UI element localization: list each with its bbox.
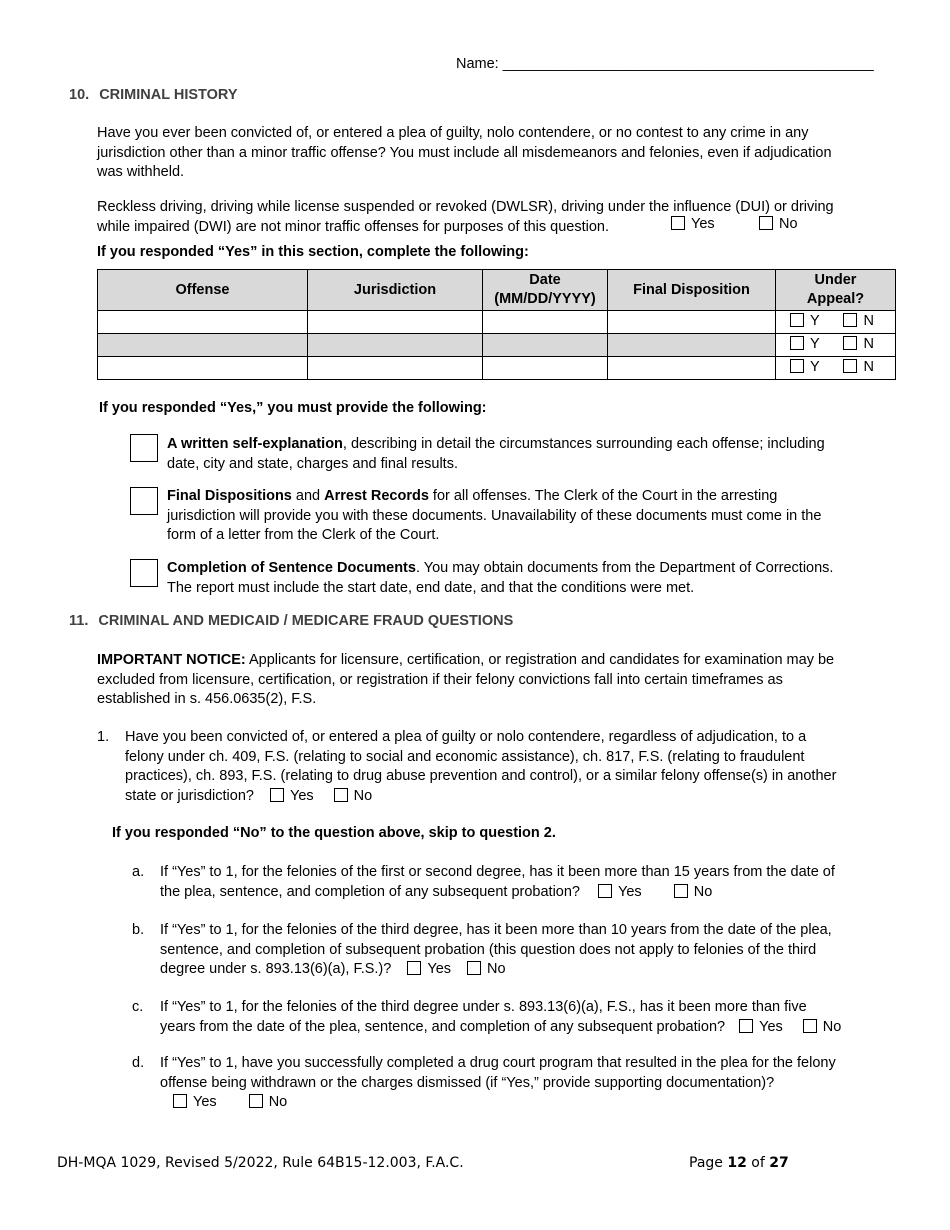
table-row bbox=[98, 334, 896, 357]
jurisdiction-cell[interactable] bbox=[308, 311, 483, 334]
criminal-history-yes-option[interactable] bbox=[671, 215, 715, 235]
question-line: Have you ever been convicted of, or entered a plea of guilty, nolo contendere, or no contest to any crime in any bbox=[97, 125, 809, 141]
qa-yes-checkbox[interactable] bbox=[598, 884, 612, 898]
appeal-n-checkbox[interactable] bbox=[843, 359, 857, 373]
yes-checkbox[interactable] bbox=[671, 216, 685, 230]
qc-no-option[interactable]: No bbox=[803, 1018, 842, 1038]
page-number: Page 12 of 27 bbox=[689, 1155, 789, 1171]
self-explanation-checkbox[interactable] bbox=[130, 434, 158, 462]
qa-yes-option[interactable]: Yes bbox=[598, 883, 642, 903]
appeal-y-checkbox[interactable] bbox=[790, 359, 804, 373]
note-line: while impaired (DWI) are not minor traffic offenses for purposes of this question. bbox=[97, 218, 610, 235]
sub-d-letter: d. bbox=[132, 1055, 145, 1071]
jurisdiction-cell[interactable] bbox=[308, 334, 483, 357]
qd-no-option[interactable]: No bbox=[249, 1093, 288, 1113]
col-under-appeal: Under Appeal? bbox=[776, 270, 896, 311]
sub-question-b: If “Yes” to 1, for the felonies of the third degree, has it been more than 10 years from the date of the plea, sentence, and completion of subsequent probation (this question does not apply to felonies of the third degree under s. 893.13(6)(a), F.S.)? Yes No bbox=[160, 921, 832, 980]
table-row bbox=[98, 357, 896, 380]
note-line: Reckless driving, driving while license suspended or revoked (DWLSR), driving under the influence (DUI) or driving bbox=[97, 199, 834, 215]
col-offense: Offense bbox=[98, 270, 308, 311]
sub-question-a: If “Yes” to 1, for the felonies of the first or second degree, has it been more than 15 years from the date of the plea, sentence, and completion of any subsequent probation? Yes No bbox=[160, 863, 835, 902]
question-1-number: 1. bbox=[97, 729, 110, 745]
section-11-heading bbox=[69, 612, 513, 632]
disposition-cell[interactable] bbox=[608, 334, 776, 357]
section-11-number: 11. bbox=[69, 613, 89, 629]
jurisdiction-cell[interactable] bbox=[308, 357, 483, 380]
qa-no-option[interactable]: No bbox=[674, 883, 713, 903]
table-header-row bbox=[98, 270, 896, 311]
criminal-history-question bbox=[97, 124, 832, 183]
date-cell[interactable] bbox=[483, 311, 608, 334]
sub-question-c: If “Yes” to 1, for the felonies of the third degree under s. 893.13(6)(a), F.S., has it been more than five years from the date of the plea, sentence, and completion of any subsequent probation? Yes No bbox=[160, 998, 841, 1037]
col-date: Date (MM/DD/YYYY) bbox=[483, 270, 608, 311]
criminal-history-no-option[interactable] bbox=[759, 215, 798, 235]
qd-yes-checkbox[interactable] bbox=[173, 1094, 187, 1108]
question-1: Have you been convicted of, or entered a plea of guilty or nolo contendere, regardless of adjudication, to a felony under ch. 409, F.S. (relating to social and economic assistance), ch. 817, F.S. (relating to fraudulent practices), ch. 893, F.S. (relating to drug abuse prevention and control), or a similar felony offense(s) in another state or jurisdiction? Yes No bbox=[125, 728, 836, 806]
offense-cell[interactable] bbox=[98, 334, 308, 357]
no-label: No bbox=[779, 216, 798, 232]
yes-label: Yes bbox=[691, 216, 715, 232]
name-field[interactable] bbox=[456, 55, 874, 75]
disposition-cell[interactable] bbox=[608, 311, 776, 334]
date-cell[interactable] bbox=[483, 357, 608, 380]
appeal-cell: Y N bbox=[776, 311, 896, 334]
sub-question-d: If “Yes” to 1, have you successfully completed a drug court program that resulted in the plea for the felony offense being withdrawn or the charges dismissed (if “Yes,” provide supporting documentation)? Yes No bbox=[160, 1054, 836, 1113]
table-row bbox=[98, 311, 896, 334]
qc-yes-checkbox[interactable] bbox=[739, 1019, 753, 1033]
section-10-heading bbox=[69, 86, 238, 106]
q1-yes-checkbox[interactable] bbox=[270, 788, 284, 802]
section-10-number: 10. bbox=[69, 87, 90, 103]
final-dispositions-checkbox[interactable] bbox=[130, 487, 158, 515]
question-line: jurisdiction other than a minor traffic offense? You must include all misdemeanors and felonies, even if adjudication bbox=[97, 144, 832, 161]
name-label: Name: bbox=[456, 56, 499, 72]
qb-yes-option[interactable]: Yes bbox=[407, 960, 451, 980]
appeal-y-checkbox[interactable] bbox=[790, 313, 804, 327]
qb-no-option[interactable]: No bbox=[467, 960, 506, 980]
col-final-disposition: Final Disposition bbox=[608, 270, 776, 311]
appeal-n-checkbox[interactable] bbox=[843, 336, 857, 350]
appeal-y-checkbox[interactable] bbox=[790, 336, 804, 350]
qd-no-checkbox[interactable] bbox=[249, 1094, 263, 1108]
sentence-documents-checkbox[interactable] bbox=[130, 559, 158, 587]
date-cell[interactable] bbox=[483, 334, 608, 357]
qc-no-checkbox[interactable] bbox=[803, 1019, 817, 1033]
q1-no-option[interactable]: No bbox=[334, 787, 373, 807]
appeal-cell: Y N bbox=[776, 357, 896, 380]
qd-yes-option[interactable]: Yes bbox=[173, 1093, 217, 1113]
name-line[interactable]: ______________________________________________ bbox=[502, 56, 874, 72]
important-notice: IMPORTANT NOTICE: Applicants for licensure, certification, or registration and candidates for examination may be excluded from licensure, certification, or registration if their felony convictions fall into certain timeframes as established in s. 456.0635(2), F.S. bbox=[97, 652, 835, 707]
appeal-n-checkbox[interactable] bbox=[843, 313, 857, 327]
sub-b-letter: b. bbox=[132, 922, 145, 938]
self-explanation-item: A written self-explanation, describing in detail the circumstances surrounding each offense; including date, city and state, charges and final results. bbox=[167, 436, 825, 472]
offense-table bbox=[97, 269, 896, 380]
sub-c-letter: c. bbox=[132, 999, 144, 1015]
col-jurisdiction: Jurisdiction bbox=[308, 270, 483, 311]
table-intro: If you responded “Yes” in this section, complete the following: bbox=[97, 244, 529, 260]
appeal-cell: Y N bbox=[776, 334, 896, 357]
skip-note: If you responded “No” to the question above, skip to question 2. bbox=[112, 825, 556, 841]
qb-no-checkbox[interactable] bbox=[467, 961, 481, 975]
sub-a-letter: a. bbox=[132, 864, 145, 880]
offense-cell[interactable] bbox=[98, 311, 308, 334]
qc-yes-option[interactable]: Yes bbox=[739, 1018, 783, 1038]
offense-cell[interactable] bbox=[98, 357, 308, 380]
final-dispositions-item: Final Dispositions and Arrest Records for all offenses. The Clerk of the Court in the arresting jurisdiction will provide you with these documents. Unavailability of these documents must come in the form of a letter from the Clerk of the Court. bbox=[167, 488, 822, 543]
disposition-cell[interactable] bbox=[608, 357, 776, 380]
section-10-title: CRIMINAL HISTORY bbox=[99, 87, 238, 103]
qa-no-checkbox[interactable] bbox=[674, 884, 688, 898]
no-checkbox[interactable] bbox=[759, 216, 773, 230]
q1-no-checkbox[interactable] bbox=[334, 788, 348, 802]
q1-yes-option[interactable]: Yes bbox=[270, 787, 314, 807]
form-identifier: DH-MQA 1029, Revised 5/2022, Rule 64B15-12.003, F.A.C. bbox=[57, 1155, 464, 1171]
question-line: was withheld. bbox=[97, 164, 185, 180]
provide-intro: If you responded “Yes,” you must provide the following: bbox=[99, 400, 487, 416]
reckless-driving-note bbox=[97, 198, 834, 237]
section-11-title: CRIMINAL AND MEDICAID / MEDICARE FRAUD QUESTIONS bbox=[98, 613, 514, 629]
sentence-documents-item: Completion of Sentence Documents. You may obtain documents from the Department of Corrections. The report must include the start date, end date, and that the conditions were met. bbox=[167, 560, 834, 596]
qb-yes-checkbox[interactable] bbox=[407, 961, 421, 975]
